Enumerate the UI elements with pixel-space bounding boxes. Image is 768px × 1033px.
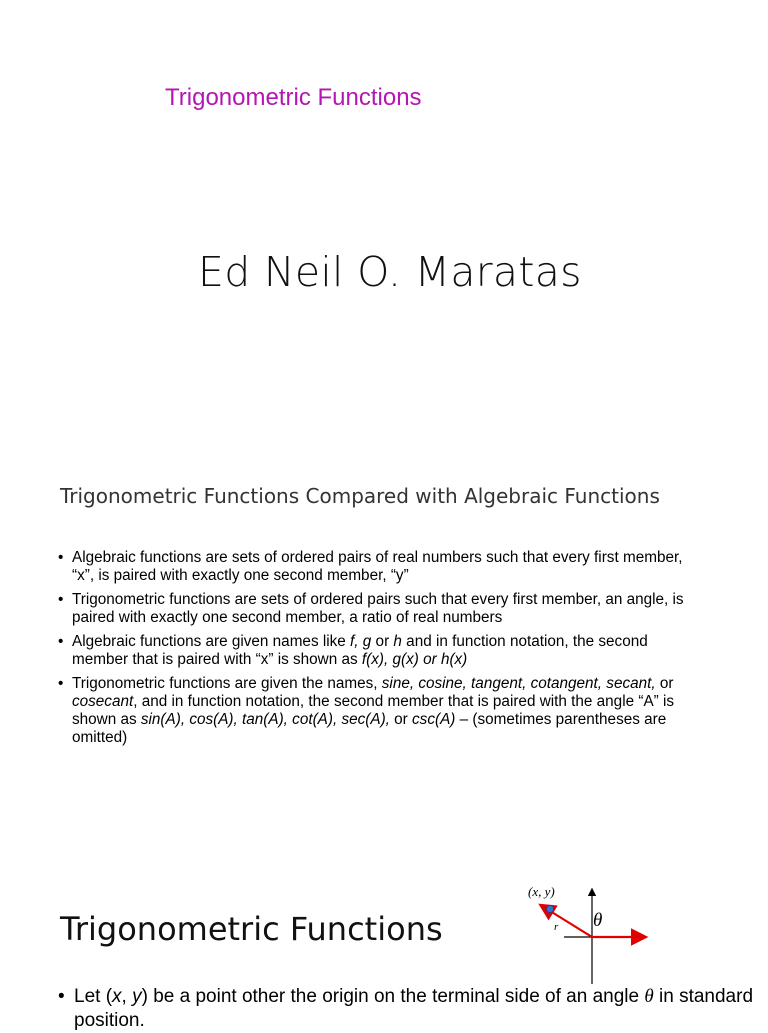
list-item [58,633,708,669]
bullet-dot: • [58,591,64,608]
bullet-text: ) be a point other the origin on the terminal side of an angle [141,986,645,1007]
list-item [58,675,708,747]
bullet-italic: y [132,986,142,1007]
bullet-italic: h [393,633,402,650]
bullet-text: Trigonometric functions are sets of ordered pairs such that every first member, an angle, is paired with exactly one second member, a ratio of real numbers [72,591,684,626]
bullet-italic: f, g [350,633,372,650]
list-item [58,985,754,1033]
list-item [58,591,708,627]
slide-title: Trigonometric Functions [165,84,422,111]
bullet-italic: f(x), g(x) or h(x) [361,651,468,668]
author-name: Ed Neil O. Maratas [198,248,582,296]
bullet-text: or [655,675,674,692]
bullet-text: – (sometimes parentheses are omitted) [72,711,667,746]
bullet-italic: θ [644,986,654,1007]
bullet-dot: • [58,549,64,566]
bullet-italic: csc(A) [412,711,456,728]
bullet-text: Algebraic functions are given names like [72,633,351,650]
bullet-text: and in function notation, the second member that is paired with “x” is shown as [72,633,648,668]
bullet-italic: x [112,986,122,1007]
comparison-bullet-list [58,549,708,753]
list-item [58,549,708,585]
bullet-text: or [389,711,413,728]
bullet-italic: sin(A), cos(A), tan(A), cot(A), sec(A), [140,711,390,728]
section-heading-trig-functions: Trigonometric Functions [60,910,443,948]
bullet-italic: cosecant [72,693,134,710]
radius-label: r [554,921,559,933]
bullet-text: , [121,986,133,1007]
point-label: (x, y) [528,884,555,899]
bullet-dot: • [58,986,65,1007]
section-heading-comparison: Trigonometric Functions Compared with Algebraic Functions [60,484,660,508]
bullet-dot: • [58,675,64,692]
bullet-text: Trigonometric functions are given the names, [72,675,382,692]
bullet-text: Algebraic functions are sets of ordered pairs of real numbers such that every first member, “x”, is paired with exactly one second member, “y” [72,549,683,584]
bullet-italic: sine, cosine, tangent, cotangent, secant, [381,675,656,692]
standard-position-angle-diagram [520,880,660,990]
bullet-text: or [371,633,394,650]
bullet-text: , and in function notation, the second member that is paired with the angle “A” is shown as [72,693,675,728]
point-xy [546,905,553,912]
bullet-dot: • [58,633,64,650]
bullet-text: in standard position. [74,986,754,1031]
angle-label: θ [593,910,603,931]
bullet-text: Let ( [74,986,113,1007]
